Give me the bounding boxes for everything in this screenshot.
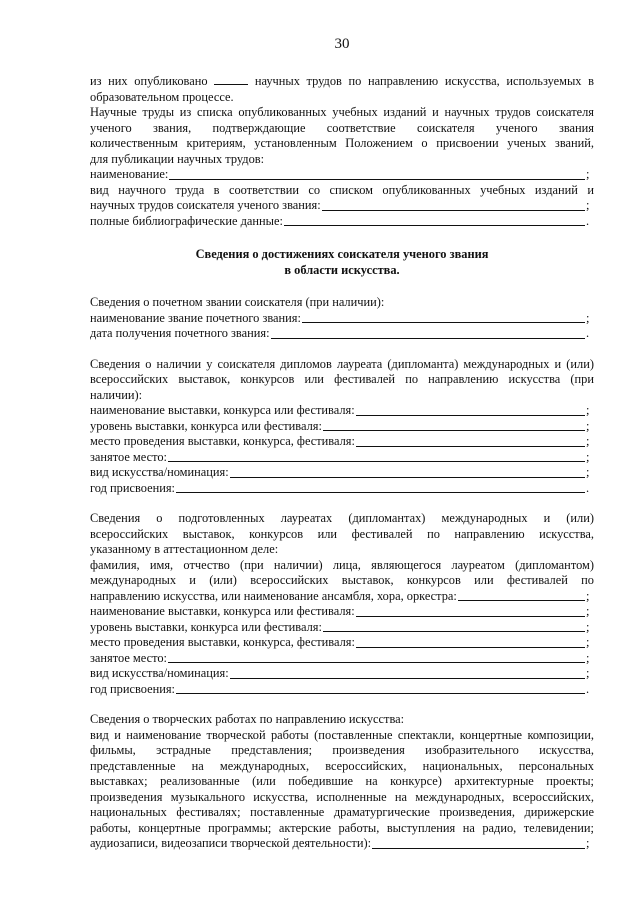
trained-title-line: указанному в аттестационном деле: <box>90 542 279 556</box>
creative-field: аудиозаписи, видеозаписи творческой деятельности): ; <box>90 836 590 850</box>
fill-line[interactable] <box>168 461 585 462</box>
trained-person-line: фамилия, имя, отчество (при наличии) лица, являющегося лауреатом (дипломантом) <box>90 557 594 572</box>
fill-line[interactable] <box>230 678 585 679</box>
fill-line[interactable] <box>176 492 585 493</box>
fill-line[interactable] <box>356 415 585 416</box>
fill-line[interactable] <box>302 322 585 323</box>
intro-para-line: количественным критериям, установленным Положением о присвоении ученых званий, <box>90 136 594 150</box>
intro-published-line: из них опубликовано научных трудов по направлению искусства, используемых в <box>90 74 594 88</box>
honorary-title: Сведения о почетном звании соискателя (при наличии): <box>90 295 385 309</box>
fill-line[interactable] <box>322 210 585 211</box>
trained-field-nomination: вид искусства/номинация: ; <box>90 666 590 680</box>
fill-line[interactable] <box>356 616 585 617</box>
fill-line[interactable] <box>372 848 585 849</box>
trained-field-venue: место проведения выставки, конкурса, фестиваля: ; <box>90 635 590 649</box>
trained-title-line: всероссийских выставок, конкурсов или фестивалей по направлению искусства, <box>90 526 594 541</box>
trained-field-exhibition-name: наименование выставки, конкурса или фестиваля: ; <box>90 604 590 618</box>
section-heading: в области искусства. <box>284 263 400 277</box>
trained-field-place: занятое место: ; <box>90 650 590 665</box>
diplomas-title-line: наличии): <box>90 387 143 402</box>
document-body <box>90 74 594 852</box>
diploma-field-year: год присвоения: . <box>90 480 590 495</box>
honorary-date-field: дата получения почетного звания: . <box>90 326 590 340</box>
diploma-field-place: занятое место: ; <box>90 449 590 464</box>
fill-line[interactable] <box>169 179 585 180</box>
published-count-blank <box>214 74 248 85</box>
page-number: 30 <box>334 36 350 52</box>
fill-line[interactable] <box>356 647 585 648</box>
intro-process-line: образовательном процессе. <box>90 89 234 104</box>
fill-line[interactable] <box>168 662 585 663</box>
fill-line[interactable] <box>323 631 585 632</box>
fill-line[interactable] <box>230 477 585 478</box>
diplomas-title-line: всероссийских выставок, конкурсов или фестивалей по направлению искусства (при <box>90 372 594 386</box>
diploma-field-exhibition-name: наименование выставки, конкурса или фестиваля: ; <box>90 403 590 417</box>
creative-line: представленные на международных, всероссийских, национальных, персональных <box>90 758 594 773</box>
fill-line[interactable] <box>284 225 585 226</box>
creative-line: работы, концертные программы; актерские работы, выступления на радио, телевидении; <box>90 820 594 835</box>
trained-title-line: Сведения о подготовленных лауреатах (дипломантах) международных и (или) <box>90 511 594 525</box>
section-heading: Сведения о достижениях соискателя ученого звания <box>195 247 489 261</box>
work-name-field: наименование: ; <box>90 167 590 181</box>
creative-line: произведения музыкального искусства, исполненные на международных, всероссийских, <box>90 789 594 804</box>
diploma-field-venue: место проведения выставки, конкурса, фестиваля: ; <box>90 434 590 448</box>
fill-line[interactable] <box>271 338 585 339</box>
creative-line: фильмы, эстрадные представления; произведения изобразительного искусства, <box>90 743 594 757</box>
creative-line: национальных фестивалях; поставленные драматургические произведения, дирижерские <box>90 805 594 819</box>
intro-para-line: для публикации научных трудов: <box>90 151 265 166</box>
diploma-field-level: уровень выставки, конкурса или фестиваля: ; <box>90 418 590 433</box>
fill-line[interactable] <box>356 446 585 447</box>
honorary-name-field: наименование звание почетного звания: ; <box>90 310 590 325</box>
trained-person-line: международных и (или) всероссийских выставок, конкурсов или фестивалей по <box>90 573 594 587</box>
trained-field-year: год присвоения: . <box>90 681 590 696</box>
creative-line: вид и наименование творческой работы (поставленные спектакли, концертные композиции, <box>90 727 594 742</box>
fill-line[interactable] <box>323 430 585 431</box>
biblio-field: полные библиографические данные: . <box>90 213 590 228</box>
diplomas-title-line: Сведения о наличии у соискателя дипломов лауреата (дипломанта) международных и (или) <box>90 356 594 371</box>
intro-para-line: ученого звания, подтверждающие соответствие соискателя ученого звания <box>90 120 594 135</box>
trained-person-field: направлению искусства, или наименование ансамбля, хора, оркестра: ; <box>90 588 590 603</box>
work-kind-field: научных трудов соискателя ученого звания: ; <box>90 198 590 212</box>
creative-title: Сведения о творческих работах по направлению искусства: <box>90 712 405 726</box>
document-page <box>90 0 594 907</box>
intro-para-line: Научные труды из списка опубликованных учебных изданий и научных трудов соискателя <box>90 105 594 119</box>
creative-line: выставках; реализованные (или победившие на конкурсе) архитектурные проекты; <box>90 774 594 788</box>
fill-line[interactable] <box>458 600 585 601</box>
work-kind-line: вид научного труда в соответствии со списком опубликованных учебных изданий и <box>90 182 594 197</box>
trained-field-level: уровень выставки, конкурса или фестиваля: ; <box>90 619 590 634</box>
fill-line[interactable] <box>176 693 585 694</box>
diploma-field-nomination: вид искусства/номинация: ; <box>90 465 590 479</box>
